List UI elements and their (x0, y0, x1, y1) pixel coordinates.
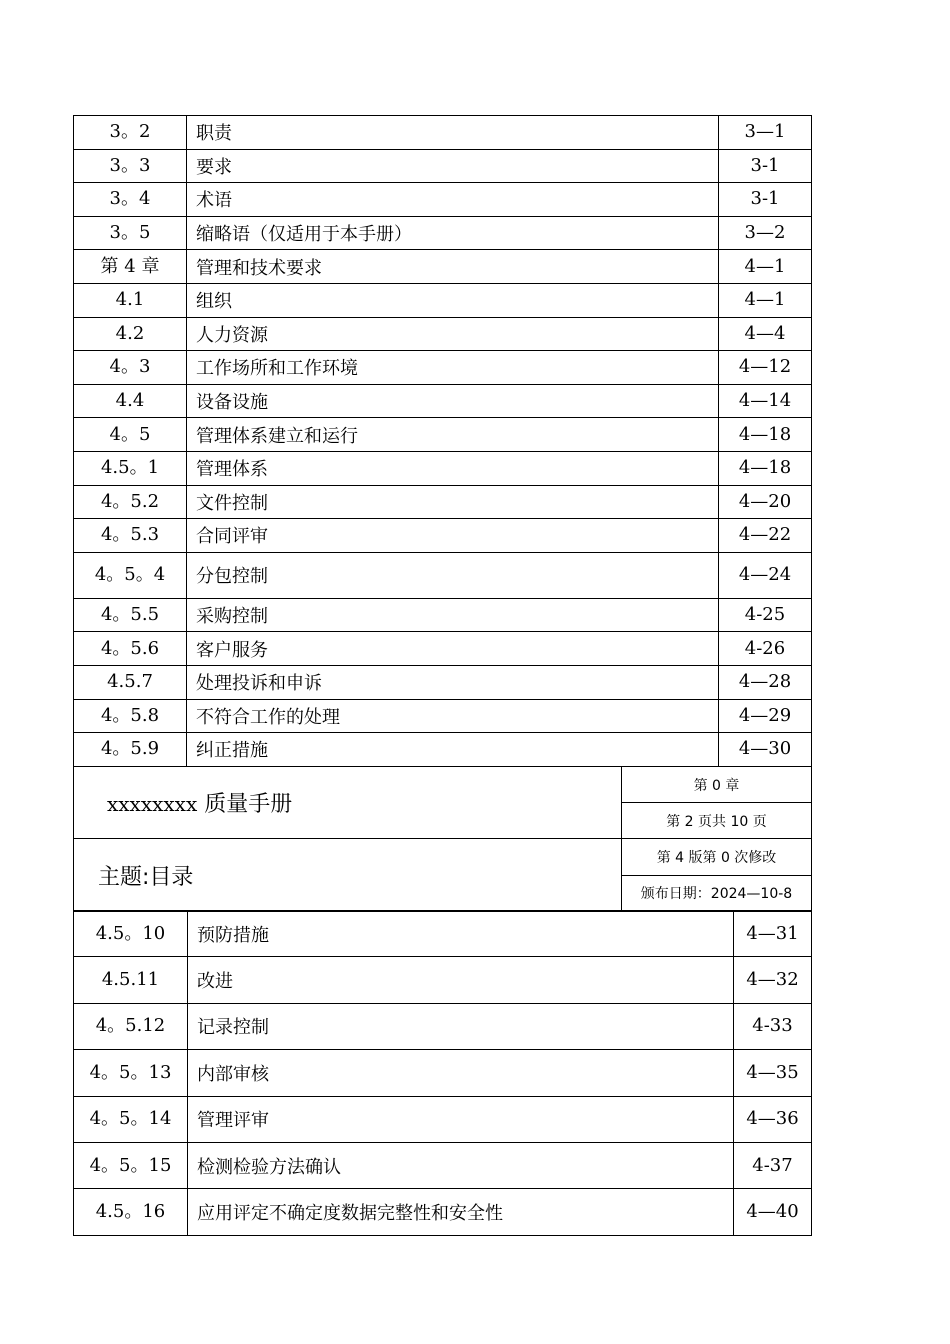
toc-row (74, 519, 812, 553)
page-ref: 4—35 (734, 1050, 812, 1096)
section-title: 纠正措施 (187, 733, 719, 767)
section-title: 合同评审 (187, 519, 719, 553)
page-ref: 4—36 (734, 1096, 812, 1142)
section-number: 3。4 (74, 183, 187, 217)
toc-row (74, 1003, 812, 1049)
section-title: 要求 (187, 149, 719, 183)
chapter-label: 第 0 章 (622, 767, 812, 803)
section-number: 4。5.6 (74, 632, 187, 666)
section-title: 应用评定不确定度数据完整性和安全性 (188, 1189, 734, 1235)
section-number: 3。3 (74, 149, 187, 183)
toc-row (74, 216, 812, 250)
section-title: 管理和技术要求 (187, 250, 719, 284)
section-title: 设备设施 (187, 384, 719, 418)
section-title: 管理体系建立和运行 (187, 418, 719, 452)
page-ref: 4—32 (734, 957, 812, 1003)
section-title: 记录控制 (188, 1003, 734, 1049)
toc-row (74, 451, 812, 485)
company-name: xxxxxxxx (107, 792, 198, 816)
page-ref: 4—29 (719, 699, 812, 733)
toc-row (74, 733, 812, 767)
section-title: 缩略语（仅适用于本手册） (187, 216, 719, 250)
page-ref: 4-25 (719, 598, 812, 632)
section-number: 4.5.7 (74, 665, 187, 699)
page-ref: 4—31 (734, 911, 812, 957)
section-number: 4。5。13 (74, 1050, 188, 1096)
page-ref: 3—2 (719, 216, 812, 250)
subject-title: 主题:目录 (74, 839, 622, 912)
revision-info: 第 4 版第 0 次修改 (622, 839, 812, 876)
toc-row (74, 317, 812, 351)
toc-row (74, 351, 812, 385)
toc-row (74, 485, 812, 519)
page-ref: 4—30 (719, 733, 812, 767)
section-number: 4。3 (74, 351, 187, 385)
section-number: 第 4 章 (74, 250, 187, 284)
section-number: 4.5。10 (74, 911, 188, 957)
section-number: 4.5.11 (74, 957, 188, 1003)
section-title: 客户服务 (187, 632, 719, 666)
page-ref: 4—24 (719, 552, 812, 598)
section-title: 内部审核 (188, 1050, 734, 1096)
page-ref: 3-1 (719, 149, 812, 183)
section-title: 工作场所和工作环境 (187, 351, 719, 385)
toc-row (74, 957, 812, 1003)
section-number: 4。5.2 (74, 485, 187, 519)
page-ref: 4—18 (719, 418, 812, 452)
section-number: 4.5。1 (74, 451, 187, 485)
page-ref: 4—14 (719, 384, 812, 418)
toc-row (74, 183, 812, 217)
section-number: 4。5.3 (74, 519, 187, 553)
page-info: 第 2 页共 10 页 (622, 803, 812, 839)
section-number: 4.2 (74, 317, 187, 351)
section-title: 分包控制 (187, 552, 719, 598)
toc-row (74, 116, 812, 150)
page-ref: 4—28 (719, 665, 812, 699)
page-ref: 4—18 (719, 451, 812, 485)
section-number: 4。5。14 (74, 1096, 188, 1142)
section-number: 4.4 (74, 384, 187, 418)
section-title: 术语 (187, 183, 719, 217)
page-ref: 4—40 (734, 1189, 812, 1235)
section-title: 管理评审 (188, 1096, 734, 1142)
page-ref: 4-26 (719, 632, 812, 666)
toc-table-bottom (73, 910, 812, 1236)
page-ref: 4—12 (719, 351, 812, 385)
section-number: 3。5 (74, 216, 187, 250)
toc-row (74, 384, 812, 418)
page-ref: 4—1 (719, 250, 812, 284)
document-header (73, 766, 812, 912)
section-number: 4。5 (74, 418, 187, 452)
page-ref: 4—1 (719, 283, 812, 317)
section-title: 改进 (188, 957, 734, 1003)
section-number: 4。5。15 (74, 1142, 188, 1188)
section-number: 4.1 (74, 283, 187, 317)
section-number: 4。5.12 (74, 1003, 188, 1049)
section-title: 采购控制 (187, 598, 719, 632)
section-number: 4。5.9 (74, 733, 187, 767)
toc-row (74, 149, 812, 183)
toc-row (74, 552, 812, 598)
section-title: 文件控制 (187, 485, 719, 519)
toc-row (74, 1142, 812, 1188)
page-ref: 3-1 (719, 183, 812, 217)
section-title: 处理投诉和申诉 (187, 665, 719, 699)
section-title: 预防措施 (188, 911, 734, 957)
section-title: 不符合工作的处理 (187, 699, 719, 733)
toc-row (74, 250, 812, 284)
toc-row (74, 665, 812, 699)
section-title: 管理体系 (187, 451, 719, 485)
toc-row (74, 1189, 812, 1235)
toc-row (74, 911, 812, 957)
toc-row (74, 598, 812, 632)
section-title: 检测检验方法确认 (188, 1142, 734, 1188)
page-ref: 4—22 (719, 519, 812, 553)
manual-title-cell (74, 767, 622, 839)
manual-title: 质量手册 (204, 792, 293, 817)
page-ref: 4-37 (734, 1142, 812, 1188)
section-number: 4。5.5 (74, 598, 187, 632)
toc-row (74, 632, 812, 666)
toc-row (74, 1050, 812, 1096)
section-number: 4.5。16 (74, 1189, 188, 1235)
toc-row (74, 283, 812, 317)
toc-row (74, 418, 812, 452)
page-ref: 4-33 (734, 1003, 812, 1049)
toc-table-top (73, 115, 812, 767)
section-title: 职责 (187, 116, 719, 150)
page-ref: 4—4 (719, 317, 812, 351)
section-number: 3。2 (74, 116, 187, 150)
toc-row (74, 1096, 812, 1142)
section-number: 4。5.8 (74, 699, 187, 733)
section-number: 4。5。4 (74, 552, 187, 598)
toc-row (74, 699, 812, 733)
section-title: 人力资源 (187, 317, 719, 351)
section-title: 组织 (187, 283, 719, 317)
issue-date: 颁布日期：2024—10-8 (622, 875, 812, 912)
page-ref: 4—20 (719, 485, 812, 519)
page-ref: 3—1 (719, 116, 812, 150)
